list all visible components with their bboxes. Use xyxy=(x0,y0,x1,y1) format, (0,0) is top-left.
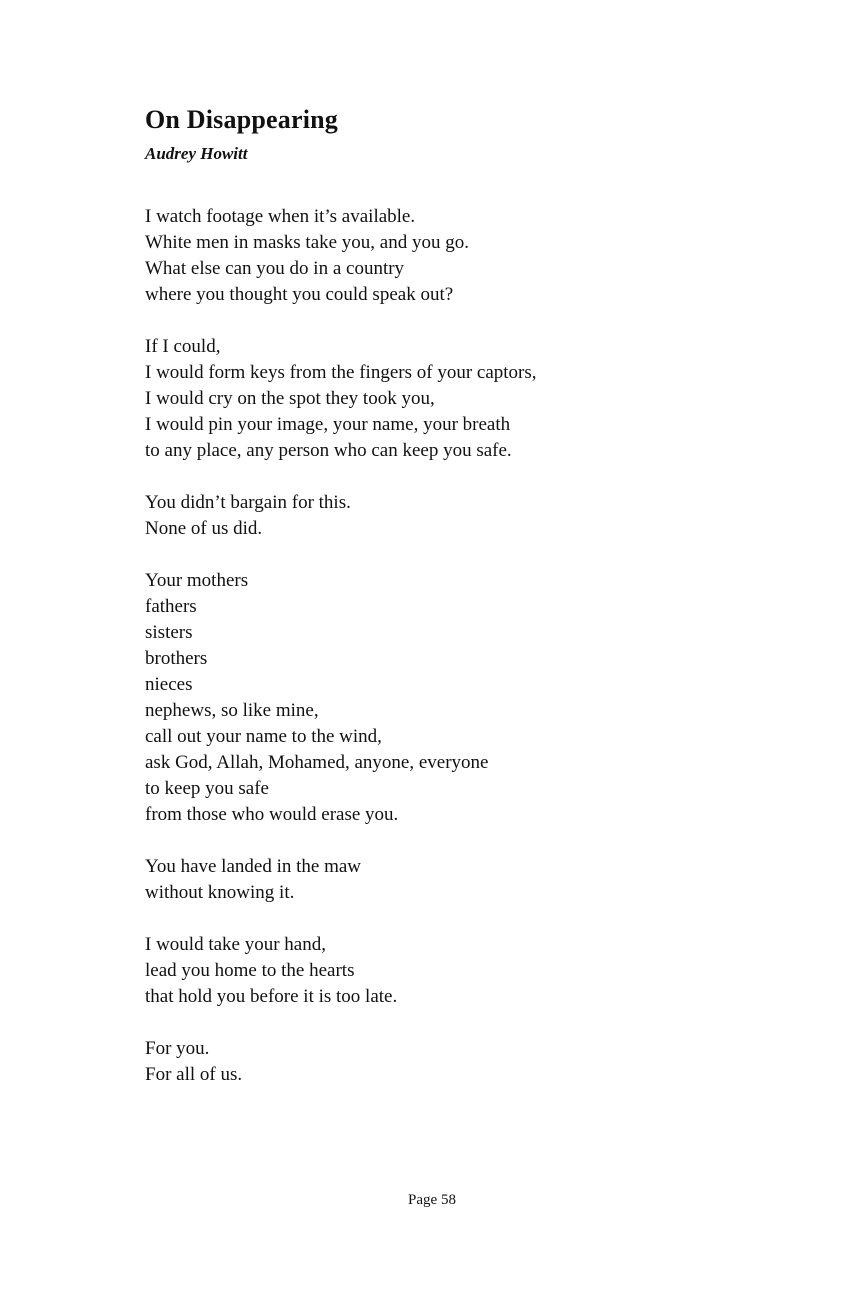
page-footer xyxy=(0,1191,864,1210)
poem-line: sisters xyxy=(145,622,193,643)
poem-line: that hold you before it is too late. xyxy=(145,986,398,1007)
poem-line: If I could, xyxy=(145,336,221,357)
poem-line: I watch footage when it’s available. xyxy=(145,206,416,227)
stanza xyxy=(145,204,744,308)
poem-line: nieces xyxy=(145,674,193,695)
poem-line: I would pin your image, your name, your breath xyxy=(145,414,511,435)
poem-line: lead you home to the hearts xyxy=(145,960,355,981)
page-number: Page 58 xyxy=(408,1192,456,1208)
poem-line: ask God, Allah, Mohamed, anyone, everyone xyxy=(145,752,489,773)
stanza xyxy=(145,568,744,828)
poem-line: fathers xyxy=(145,596,197,617)
stanza xyxy=(145,490,744,542)
poem-line: Your mothers xyxy=(145,570,249,591)
stanza xyxy=(145,334,744,464)
poem-line: where you thought you could speak out? xyxy=(145,284,454,305)
stanza xyxy=(145,932,744,1010)
poem-body xyxy=(145,204,744,1088)
poem-line: brothers xyxy=(145,648,208,669)
poem-line: You didn’t bargain for this. xyxy=(145,492,351,513)
poem-line: without knowing it. xyxy=(145,882,295,903)
poem-line: You have landed in the maw xyxy=(145,856,362,877)
poem-line: For you. xyxy=(145,1038,210,1059)
poem-line: to any place, any person who can keep you safe. xyxy=(145,440,512,461)
poem-line: White men in masks take you, and you go. xyxy=(145,232,469,253)
poem-line: from those who would erase you. xyxy=(145,804,399,825)
poem-line: nephews, so like mine, xyxy=(145,700,319,721)
poem-line: I would take your hand, xyxy=(145,934,326,955)
poem-line: What else can you do in a country xyxy=(145,258,405,279)
poem-line: None of us did. xyxy=(145,518,263,539)
poem-line: For all of us. xyxy=(145,1064,243,1085)
poem-title: On Disappearing xyxy=(145,105,338,134)
poem-line: I would cry on the spot they took you, xyxy=(145,388,435,409)
stanza xyxy=(145,1036,744,1088)
poem-line: I would form keys from the fingers of your captors, xyxy=(145,362,537,383)
poem-line: to keep you safe xyxy=(145,778,269,799)
stanza xyxy=(145,854,744,906)
poem-line: call out your name to the wind, xyxy=(145,726,382,747)
poem-author: Audrey Howitt xyxy=(145,144,248,163)
